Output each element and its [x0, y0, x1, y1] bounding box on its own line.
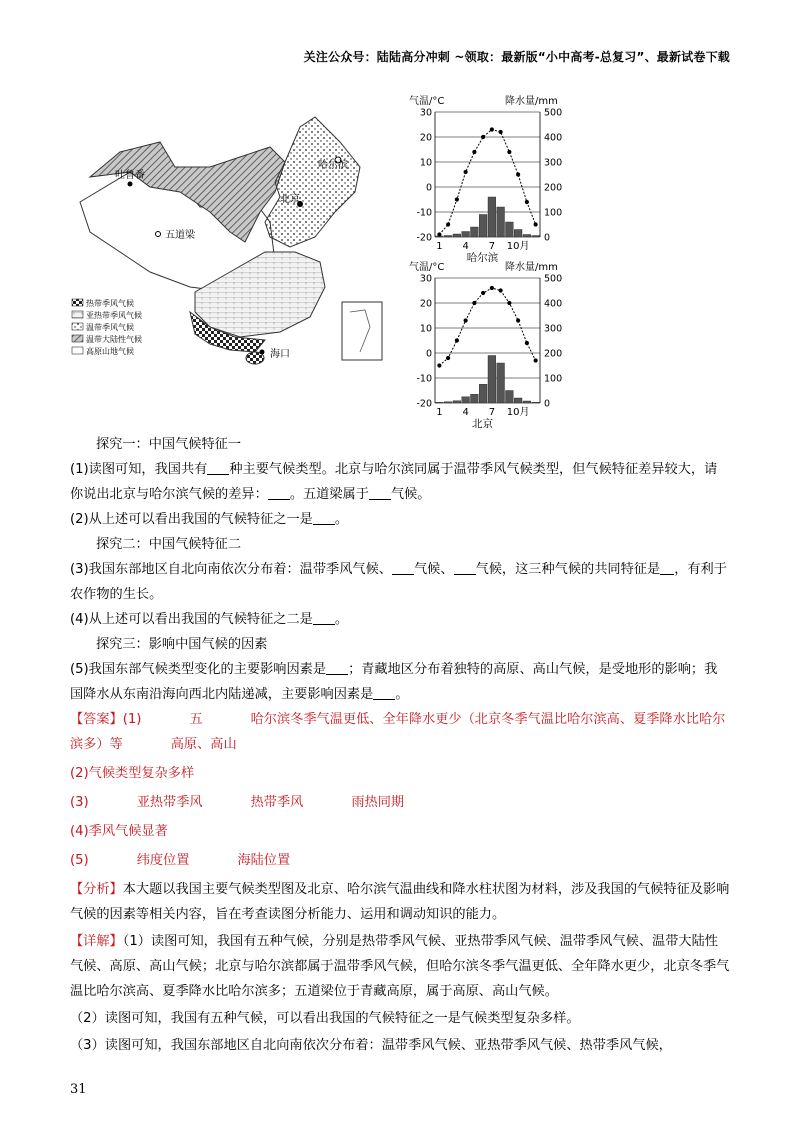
climate-chart-haerbin	[405, 92, 575, 262]
temp-point	[472, 150, 476, 154]
x-tick: 7	[488, 407, 496, 418]
y-tick-left: 30	[419, 107, 432, 119]
question-content	[70, 432, 730, 1058]
precip-bar	[462, 397, 470, 403]
y-tick-left: -10	[416, 207, 432, 219]
precip-bar	[436, 402, 444, 403]
temp-point	[455, 338, 459, 342]
y-tick-left: -20	[416, 398, 432, 410]
temp-point	[490, 286, 494, 290]
temp-point	[481, 291, 485, 295]
precip-bar	[514, 398, 522, 403]
station-name: 北京	[472, 418, 493, 428]
temp-point	[534, 358, 538, 362]
temp-point	[507, 301, 511, 305]
y-tick-left: 20	[419, 298, 432, 310]
section-heading: 探究三：影响中国气候的因素	[96, 637, 268, 652]
y-label-right: 降水量/mm	[505, 262, 558, 273]
precip-bar	[523, 401, 531, 403]
y-tick-right: 200	[544, 348, 563, 360]
temp-point	[490, 127, 494, 131]
temp-point	[464, 318, 468, 322]
temp-point	[525, 341, 529, 345]
y-tick-left: 30	[419, 273, 432, 285]
legend-item: 温带季风气候	[86, 323, 134, 332]
analysis: 【分析】本大题以我国主要气候类型图及北京、哈尔滨气温曲线和降水柱状图为材料，涉及我国的气候特征及影响气候的因素等相关内容，旨在考查读图分析能力、运用和调动知识的能力。	[70, 882, 730, 922]
precip-bar	[444, 402, 452, 403]
map-legend	[72, 298, 142, 356]
climate-chart-beijing	[405, 258, 575, 428]
temp-point	[446, 222, 450, 226]
y-tick-right: 0	[544, 232, 551, 244]
precip-bar	[514, 230, 522, 238]
temp-point	[446, 356, 450, 360]
answer-3: (3) 亚热带季风 热带季风 雨热同期	[70, 795, 405, 810]
answer-4: (4)季风气候显著	[70, 824, 168, 839]
temp-point	[437, 363, 441, 367]
question-2: (2)从上述可以看出我国的气候特征之一是 。	[70, 512, 349, 527]
legend-item: 热带季风气候	[86, 299, 134, 308]
temp-point	[499, 130, 503, 134]
temp-point	[516, 318, 520, 322]
y-tick-left: -10	[416, 373, 432, 385]
answer-1: 【答案】(1) 五 哈尔滨冬季气温更低、全年降水更少（北京冬季气温比哈尔滨高、夏季降水比哈尔滨多）等 高原、高山	[70, 712, 726, 752]
x-tick: 7	[488, 241, 496, 252]
label-wudaoliang: 五道梁	[165, 230, 195, 241]
answer-2: (2)气候类型复杂多样	[70, 766, 195, 781]
temp-point	[534, 222, 538, 226]
y-label-right: 降水量/mm	[505, 96, 558, 107]
y-tick-right: 500	[544, 107, 563, 119]
precip-bar	[506, 222, 514, 237]
y-tick-right: 100	[544, 207, 563, 219]
temp-line	[439, 130, 535, 235]
legend-item: 高原山地气候	[86, 347, 134, 356]
station-name: 哈尔滨	[466, 252, 499, 262]
x-tick: 1	[436, 407, 443, 418]
label-beijing: 北京	[280, 194, 300, 205]
precip-bar	[453, 401, 461, 403]
y-tick-right: 300	[544, 157, 563, 169]
precip-bar	[488, 197, 496, 237]
y-tick-right: 400	[544, 132, 563, 144]
detail-2: （2）读图可知，我国有五种气候，可以看出我国的气候特征之一是气候类型复杂多样。	[70, 1011, 580, 1026]
label-tulufan: 吐鲁番	[115, 170, 145, 181]
precip-bar	[497, 207, 505, 237]
y-tick-right: 300	[544, 323, 563, 335]
x-tick: 4	[462, 407, 469, 418]
x-tick: 10月	[506, 407, 530, 418]
y-tick-left: 0	[425, 182, 432, 194]
y-tick-right: 400	[544, 298, 563, 310]
temp-point	[499, 288, 503, 292]
detail-1: 【详解】（1）读图可知，我国有五种气候，分别是热带季风气候、亚热带季风气候、温带季风气候、温带大陆性气候、高原、高山气候；北京与哈尔滨都属于温带季风气候，但哈尔滨冬季气温更低、全年降水更少，北京冬季气温比哈尔滨高、夏季降水比哈尔滨多；五道梁位于青藏高原，属于高原、高山气候。	[70, 934, 730, 999]
y-tick-right: 500	[544, 273, 563, 285]
y-tick-left: 20	[419, 132, 432, 144]
y-tick-right: 0	[544, 398, 551, 410]
y-tick-left: 10	[419, 157, 432, 169]
precip-bar	[488, 356, 496, 404]
detail-3: （3）读图可知，我国东部地区自北向南依次分布着：温带季风气候、亚热带季风气候、热带季风气候，	[70, 1038, 672, 1053]
precip-bar	[523, 235, 531, 238]
page-header: 关注公众号：陆陆高分冲刺 ~领取：最新版“小中高考-总复习”、最新试卷下载	[303, 50, 730, 64]
temp-point	[507, 150, 511, 154]
precip-bar	[479, 384, 487, 403]
precip-bar	[462, 232, 470, 238]
label-haerbin: 哈尔滨	[318, 160, 348, 171]
precip-bar	[471, 394, 479, 403]
precip-bar	[471, 227, 479, 237]
temp-point	[516, 172, 520, 176]
question-1: (1)读图可知，我国共有 种主要气候类型。北京与哈尔滨同属于温带季风气候类型，但气候特征差异较大，请你说出北京与哈尔滨气候的差异： 。五道梁属于 气候。	[70, 462, 718, 502]
page-number: 31	[70, 1082, 87, 1097]
precip-bar	[444, 236, 452, 238]
y-tick-right: 100	[544, 373, 563, 385]
precip-bar	[453, 234, 461, 237]
precip-bar	[506, 391, 514, 404]
temp-point	[455, 197, 459, 201]
question-3: (3)我国东部地区自北向南依次分布着：温带季风气候、 气候、 气候，这三种气候的共同特征是 ，有利于农作物的生长。	[70, 562, 727, 602]
y-tick-left: 10	[419, 323, 432, 335]
label-haikou: 海口	[270, 349, 290, 360]
x-tick: 1	[436, 241, 443, 252]
temp-point	[525, 200, 529, 204]
temp-point	[481, 135, 485, 139]
question-4: (4)从上述可以看出我国的气候特征之二是 。	[70, 612, 349, 627]
y-tick-left: 0	[425, 348, 432, 360]
china-climate-map	[70, 112, 400, 374]
precip-bar	[479, 215, 487, 238]
temp-point	[472, 301, 476, 305]
y-tick-right: 200	[544, 182, 563, 194]
section-heading: 探究二：中国气候特征二	[96, 537, 242, 552]
y-label-left: 气温/°C	[409, 262, 445, 273]
y-tick-left: -20	[416, 232, 432, 244]
answer-5: (5) 纬度位置 海陆位置	[70, 853, 291, 868]
section-heading: 探究一：中国气候特征一	[96, 437, 242, 452]
answer-block	[70, 707, 730, 873]
temp-point	[437, 232, 441, 236]
precip-bar	[532, 402, 540, 403]
legend-item: 温带大陆性气候	[86, 335, 142, 344]
x-tick: 10月	[506, 241, 530, 252]
precip-bar	[497, 363, 505, 403]
y-label-left: 气温/°C	[409, 96, 445, 107]
x-tick: 4	[462, 241, 469, 252]
temp-line	[439, 288, 535, 366]
question-5: (5)我国东部气候类型变化的主要影响因素是 ；青藏地区分布着独特的高原、高山气候，是受地形的影响；我国降水从东南沿海向西北内陆递减，主要影响因素是 。	[70, 662, 718, 702]
temp-point	[464, 170, 468, 174]
legend-item: 亚热带季风气候	[86, 311, 142, 320]
precip-bar	[532, 236, 540, 238]
